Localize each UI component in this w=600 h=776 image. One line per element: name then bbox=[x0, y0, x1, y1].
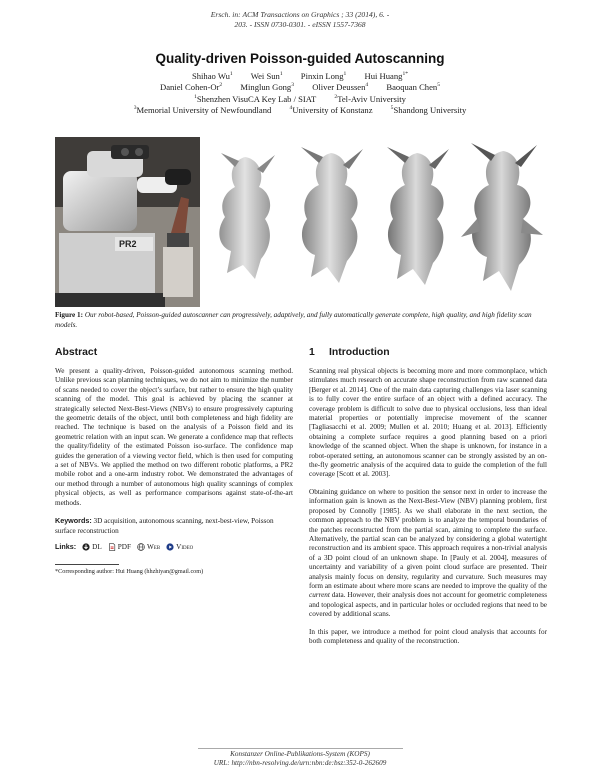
journal-reference-line1: Ersch. in: ACM Transactions on Graphics ; 33 (2014), 6. - bbox=[210, 10, 390, 19]
robot-photo bbox=[55, 137, 200, 307]
keywords bbox=[55, 516, 293, 536]
globe-icon bbox=[137, 543, 145, 551]
video-icon bbox=[166, 543, 174, 551]
author: Oliver Deussen$^4$ bbox=[312, 82, 369, 93]
section-title: Introduction bbox=[329, 347, 390, 358]
dl-icon bbox=[82, 543, 90, 551]
teaser-figure-graphic bbox=[55, 137, 545, 307]
abstract-heading: Abstract bbox=[55, 347, 98, 358]
abstract-text: We present a quality-driven, Poisson-guided autonomous scanning method. Unlike previous scan planning techniques, we do not aim to minimize the number of scans needed to cover the object’s surface, but rather to ensure the high quality scanning of the model. This goal is achieved by placing the scanner at strategically selected Next-Best-Views (NBVs) to ensure progressively capturing the geometric details of the object, until both completeness and high fidelity are reached. The technique is based on the analysis of a Poisson field and its geometric relation with an input scan. We generate a confidence map that reflects the quality/fidelity of the estimated Poisson iso-surface. The confidence map guides the generation of a viewing vector field, which is then used for computing a set of NBVs. We applied the method on two different robotic platforms, a PR2 mobile robot and a one-arm industry robot. We demonstrated the advantages of our method through a number of autonomous high quality scannings of complex physical objects, as well as performance comparisons against state-of-the-art methods. bbox=[55, 367, 293, 507]
author: Wei Sun$^1$ bbox=[250, 71, 283, 81]
link-pdf[interactable]: PDF bbox=[108, 542, 131, 552]
introduction-heading bbox=[309, 347, 547, 358]
scan-sequence bbox=[219, 143, 543, 291]
author-block bbox=[0, 71, 600, 117]
affiliation: $^5$Shandong University bbox=[390, 105, 467, 116]
author: Shihao Wu$^1$ bbox=[191, 71, 233, 81]
author: Daniel Cohen-Or$^2$ bbox=[159, 82, 223, 93]
journal-reference bbox=[0, 10, 600, 30]
affiliations-row-1 bbox=[0, 94, 600, 105]
affiliation: $^1$Shenzhen VisuCA Key Lab / SIAT bbox=[194, 93, 317, 104]
intro-paragraph-2: Obtaining guidance on where to position the sensor next in order to increase the information gain is known as the Next-Best-View (NBV) planning problem, first proposed by Connolly [1985]. As we shall elaborate in the next section, the common approach to the NBV problem is to analyze the temporal boundaries of the patches reconstructed from the partial scan, aiming to complete the surface. Alternatively, the partial scan can be analyzed by considering a global watertight reconstruction and its ambient space. This approach requires a non-trivial analysis of a 3D point cloud of an unknown shape. In [Pauly et al. 2004], measures of uncertainty and variability of a given point cloud surface are presented. Their analysis mainly focus on density, regularity and curvature. Such measures may form an estimate about where more scans are needed to improve the quality of the current data. However, their analysis does not account for geometric completeness and topological aspects, and in particular holes or occluded regions that need to be covered by additional scans. bbox=[309, 487, 547, 619]
repository-url[interactable]: URL: http://nbn-resolving.de/urn:nbn:de:bsz:352-0-262609 bbox=[213, 758, 387, 767]
author: Minglun Gong$^3$ bbox=[240, 82, 295, 93]
intro-paragraph-1: Scanning real physical objects is becoming more and more commonplace, which stimulates much research on accurate shape reconstruction from raw scanned data [Berger et al. 2014]. One of the main data capturing challenges via laser scanning is to fully cover the entire surface of an object with a defined accuracy. The coverage problem is difficult to solve due to physical occlusions, less than ideal material properties or potentially imprecise movement of the scanner [Tagliasacchi et al. 2009; Mullen et al. 2010; Huang et al. 2013]. Efficiently obtaining a complete surface requires a good planning based on a priori knowledge of the scanned object. When the shape is unknown, for instance in a robot-operated setting, an autonomous scanner can be strongly assisted by an on-the-fly geometric analysis of the acquired data to guide the completion of the full coverage [Scott et al. 2003]. bbox=[309, 367, 547, 479]
corresponding-author-footnote: *Corresponding author: Hui Huang (hhzhiyan@gmail.com) bbox=[55, 567, 204, 575]
author-row-1 bbox=[0, 71, 600, 82]
scan-step-2 bbox=[301, 147, 363, 283]
author: Pinxin Long$^1$ bbox=[300, 71, 347, 81]
repository-name: Konstanzer Online-Publikations-System (KOPS) bbox=[230, 750, 370, 758]
robot-label: PR2 bbox=[119, 239, 137, 249]
links-row bbox=[55, 542, 293, 552]
footnote-rule bbox=[55, 564, 119, 565]
affiliation: $^4$University of Konstanz bbox=[289, 105, 373, 116]
author: Baoquan Chen$^5$ bbox=[386, 82, 441, 93]
figure-caption-label: Figure 1: bbox=[55, 311, 84, 319]
figure-caption bbox=[55, 311, 547, 330]
figure-caption-text: Our robot-based, Poisson-guided autoscanner can progressively, adaptively, and fully automatically generate complete, high quality, and high fidelity scan models. bbox=[55, 311, 532, 329]
scan-step-1 bbox=[219, 153, 275, 279]
affiliations-row-2 bbox=[0, 105, 600, 116]
paper-title: Quality-driven Poisson-guided Autoscanning bbox=[155, 51, 445, 66]
affiliation: $^2$Tel-Aviv University bbox=[334, 93, 406, 104]
affiliation: $^3$Memorial University of Newfoundland bbox=[133, 105, 272, 116]
link-web[interactable]: Web bbox=[137, 542, 160, 552]
link-video[interactable]: Video bbox=[166, 542, 193, 552]
teaser-figure bbox=[55, 137, 545, 307]
section-number: 1 bbox=[309, 347, 315, 358]
journal-reference-line2: 203. - ISSN 0730-0301. - eISSN 1557-7368 bbox=[234, 20, 366, 29]
scan-step-4 bbox=[461, 143, 543, 291]
author-row-2 bbox=[0, 82, 600, 93]
author: Hui Huang$^{1*}$ bbox=[364, 71, 409, 81]
right-column bbox=[309, 347, 547, 654]
keywords-text: 3D acquisition, autonomous scanning, next-best-view, Poisson surface reconstruction bbox=[55, 517, 274, 535]
keywords-label: Keywords: bbox=[55, 516, 92, 526]
scan-step-3 bbox=[387, 147, 449, 285]
links-label: Links: bbox=[55, 541, 77, 551]
pdf-icon bbox=[108, 543, 116, 551]
link-dl[interactable]: DL bbox=[82, 542, 102, 552]
left-column bbox=[55, 347, 293, 576]
intro-paragraph-3: In this paper, we introduce a method for point cloud analysis that accounts for both completeness and quality of the reconstruction. bbox=[309, 627, 547, 645]
repository-footer bbox=[0, 750, 600, 767]
